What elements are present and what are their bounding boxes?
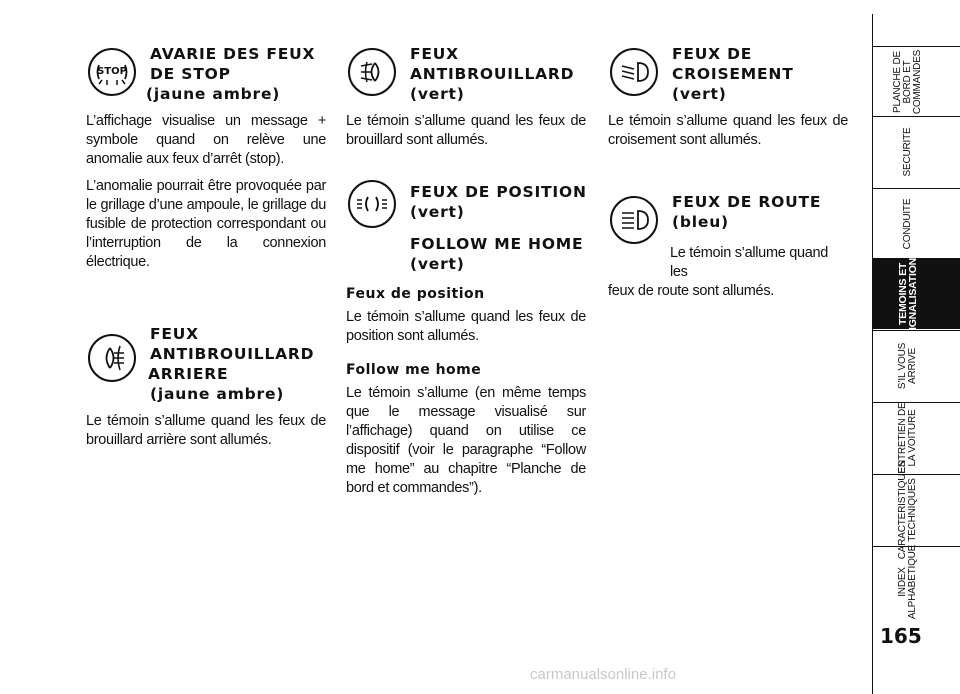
follow-me-subheading: Follow me home bbox=[346, 362, 482, 378]
tab-label: CONDUITE bbox=[902, 198, 913, 250]
follow-me-text: Le témoin s’allume (en même temps que le message visualisé sur l’affichage) quand on utilise ce dispositif (voir le paragraphe “Follow me home” au chapitre “Planche de bord et commandes”). bbox=[346, 385, 586, 496]
column-3 bbox=[608, 40, 848, 301]
front-fog-title: FEUX ANTIBROUILLARD (vert) bbox=[410, 45, 575, 103]
low-beam-text: Le témoin s’allume quand les feux de croisement sont allumés. bbox=[608, 113, 848, 148]
follow-me-title: FOLLOW ME HOME (vert) bbox=[410, 235, 584, 273]
stop-lamp-text-1: L’affichage visualise un message + symbole quand on relève une anomalie aux feux d’arrêt (stop). bbox=[86, 113, 326, 167]
stop-lamp-text-2: L’anomalie pourrait être provoquée par le grillage d’une ampoule, le grillage du fusible de protection correspondant ou l’interruption de la connexion électrique. bbox=[86, 178, 326, 270]
tab-item[interactable] bbox=[872, 188, 960, 259]
follow-me-header bbox=[346, 234, 586, 278]
tab-item[interactable] bbox=[872, 330, 960, 401]
column-1 bbox=[86, 40, 326, 458]
rear-fog-light-icon bbox=[88, 334, 136, 382]
stop-lamp-header bbox=[86, 40, 326, 112]
page-number: 165 bbox=[880, 624, 922, 648]
tab-label: SECURITE bbox=[902, 127, 913, 177]
front-fog-text: Le témoin s’allume quand les feux de brouillard sont allumés. bbox=[346, 113, 586, 148]
rear-fog-header bbox=[86, 320, 326, 412]
tab-label: TEMOINS ET SIGNALISATIONS bbox=[897, 251, 919, 337]
tab-item[interactable] bbox=[872, 46, 960, 117]
position-title: FEUX DE POSITION (vert) bbox=[410, 183, 587, 221]
position-light-icon bbox=[348, 180, 396, 228]
tab-item[interactable] bbox=[872, 460, 960, 560]
stop-lamp-title: AVARIE DES FEUX DE STOP (jaune ambre) bbox=[146, 45, 316, 103]
rear-fog-text: Le témoin s’allume quand les feux de brouillard arrière sont allumés. bbox=[86, 413, 326, 448]
tab-item[interactable] bbox=[872, 544, 960, 620]
chapter-tabs bbox=[872, 0, 960, 692]
tab-label: S’IL VOUS ARRIVE bbox=[897, 342, 918, 390]
column-2 bbox=[346, 40, 586, 506]
tab-label: INDEX ALPHABETIQUE bbox=[897, 544, 918, 620]
low-beam-header bbox=[608, 40, 848, 112]
front-fog-light-icon bbox=[348, 48, 396, 96]
position-header bbox=[346, 178, 586, 224]
tab-label: CARACTERISTIQUES TECHNIQUES bbox=[897, 460, 918, 560]
stop-icon-text: STOP bbox=[97, 66, 127, 77]
stop-lamp-icon bbox=[88, 48, 136, 96]
tab-item[interactable] bbox=[872, 251, 960, 337]
low-beam-title: FEUX DE CROISEMENT (vert) bbox=[672, 45, 794, 103]
tab-label: PLANCHE DE BORD ET COMMANDES bbox=[892, 49, 923, 115]
position-text: Le témoin s’allume quand les feux de position sont allumés. bbox=[346, 309, 586, 344]
high-beam-text: Le témoin s’allume quand les feux de route sont allumés. bbox=[608, 245, 829, 299]
high-beam-icon bbox=[610, 196, 658, 244]
high-beam-header bbox=[608, 188, 848, 244]
low-beam-icon bbox=[610, 48, 658, 96]
tab-label: ENTRETIEN DE LA VOITURE bbox=[897, 402, 918, 474]
tab-item[interactable] bbox=[872, 116, 960, 187]
front-fog-header bbox=[346, 40, 586, 112]
watermark: carmanualsonline.info bbox=[530, 666, 676, 683]
rear-fog-title: FEUX ANTIBROUILLARD ARRIERE (jaune ambre) bbox=[148, 325, 315, 403]
high-beam-title: FEUX DE ROUTE (bleu) bbox=[672, 193, 822, 231]
position-subheading: Feux de position bbox=[346, 286, 485, 302]
